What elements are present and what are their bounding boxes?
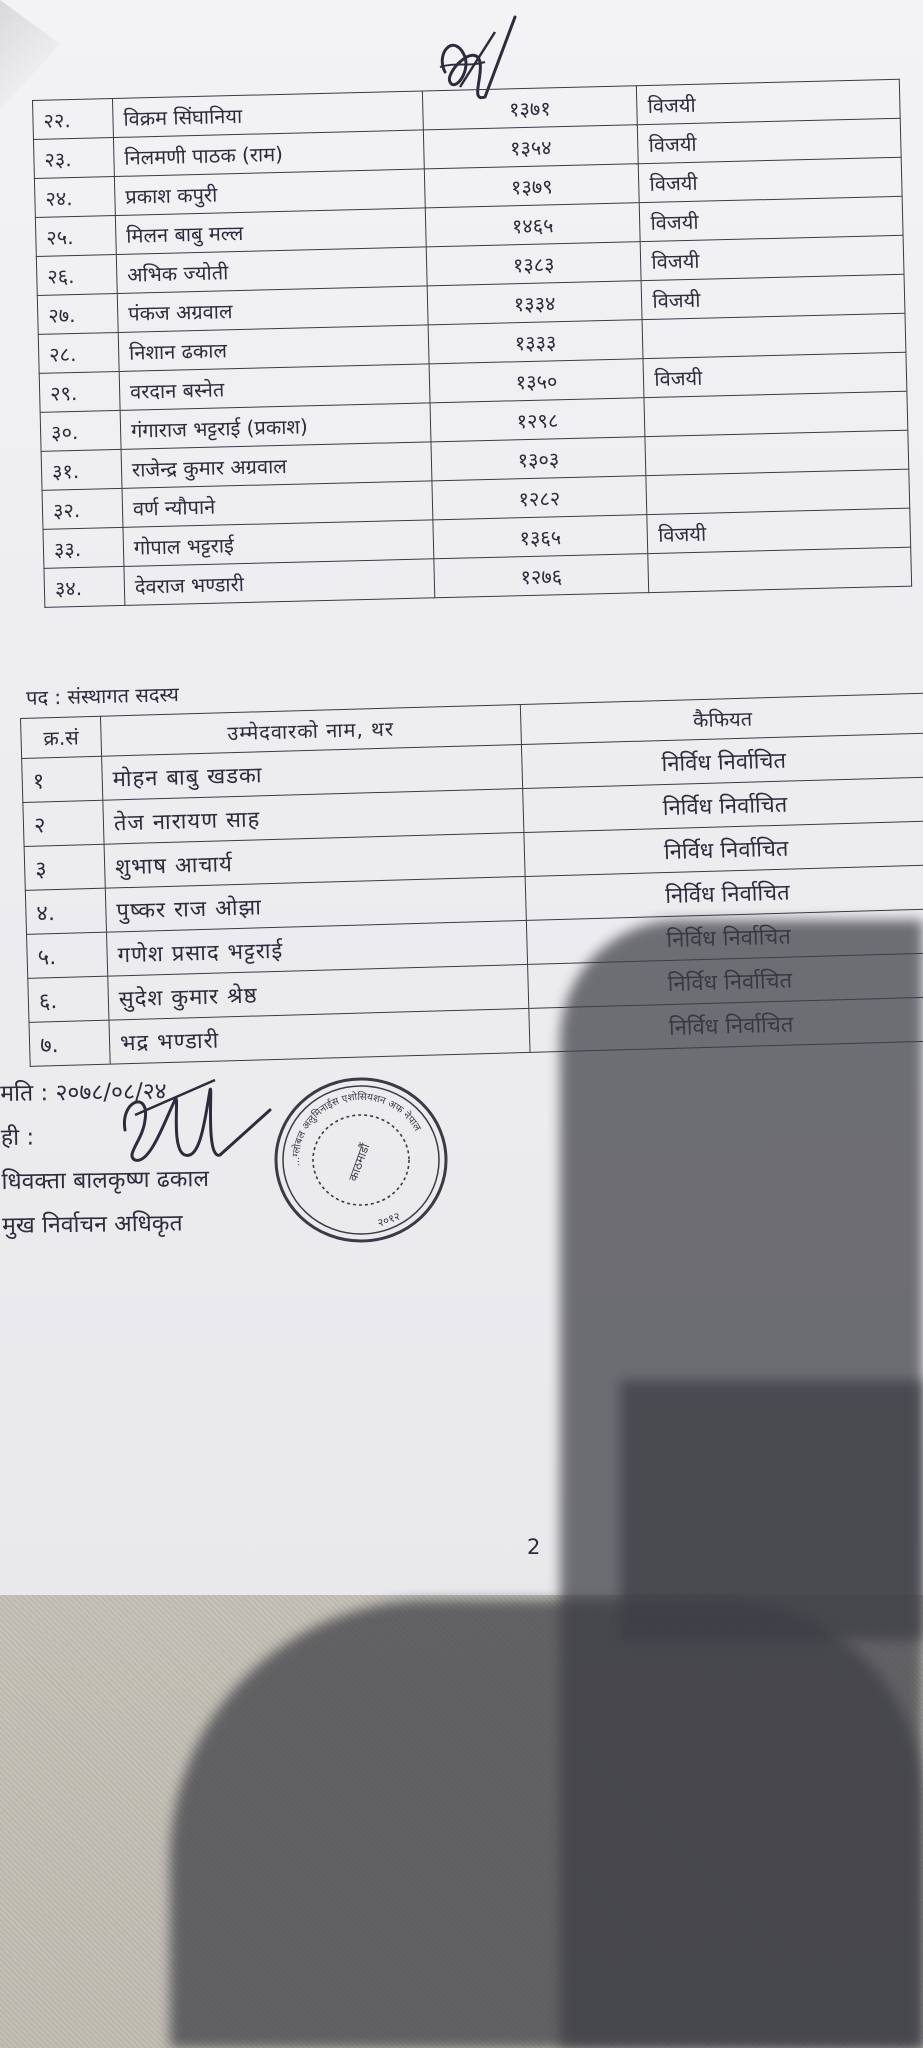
row-remark: विजयी (641, 274, 904, 319)
hand-shadow-lower (170, 1600, 923, 2048)
row-serial: ३०. (40, 410, 121, 451)
row-votes: १३६५ (433, 515, 649, 559)
row-name: गंगाराज भट्टराई (प्रकाश) (120, 403, 431, 450)
row-votes: १३५४ (423, 125, 639, 169)
row-remark: विजयी (647, 508, 910, 553)
seal-ring-text: ...ग्लोबल अलुमिनाईस एशोसियशन अफ नेपाल (290, 1091, 423, 1168)
row-serial: ४. (25, 888, 106, 934)
row-remark: निर्विध निर्वाचित (523, 821, 923, 876)
row-remark: निर्विध निर्वाचित (525, 865, 923, 920)
row-votes: १३७९ (424, 164, 640, 208)
row-name: अभिक ज्योती (116, 247, 427, 294)
header-candidate: उम्मेदवारको नाम, थर (100, 705, 521, 757)
row-serial: २५. (35, 216, 116, 257)
page-number: 2 (527, 1535, 541, 1559)
row-serial: ३४. (44, 566, 125, 607)
row-serial: ७. (29, 1020, 110, 1066)
paper-folded-corner (0, 0, 60, 110)
row-remark (648, 547, 911, 592)
row-serial: २६. (36, 254, 117, 295)
row-votes: १२७६ (434, 554, 650, 598)
post-label: पद : संस्थागत सदस्य (25, 682, 180, 710)
row-remark (645, 430, 908, 475)
header-remark: कैफियत (520, 693, 923, 744)
row-name: प्रकाश कपुरी (114, 169, 425, 216)
election-results-table (32, 79, 912, 608)
row-serial: २२. (33, 99, 114, 140)
row-serial: ३१. (41, 449, 122, 490)
row-name: निलमणी पाठक (राम) (113, 130, 424, 177)
row-remark: निर्विध निर्वाचित (521, 733, 923, 788)
row-name: देवराज भण्डारी (124, 559, 435, 606)
row-votes: १३३३ (428, 320, 644, 364)
row-remark: विजयी (641, 235, 904, 280)
row-candidate: मोहन बाबु खडका (102, 745, 523, 801)
row-votes: १३०३ (431, 437, 647, 481)
row-serial: २३. (33, 138, 114, 179)
row-serial: २ (23, 800, 104, 846)
row-name: राजेन्द्र कुमार अग्रवाल (121, 442, 432, 489)
seal-year: २०१२ (375, 1209, 402, 1230)
row-serial: १ (22, 756, 103, 802)
row-serial: २८. (38, 332, 119, 373)
row-serial: २७. (37, 293, 118, 334)
footer-signature-label: ही : (0, 1124, 35, 1151)
row-remark: विजयी (638, 118, 901, 163)
row-candidate: तेज नारायण साह (103, 789, 524, 845)
row-serial: ३ (24, 844, 105, 890)
footer-officer-name: धिवक्ता बालकृष्ण ढकाल (1, 1166, 210, 1195)
footer-officer-title: मुख निर्वाचन अधिकृत (1, 1210, 183, 1239)
row-votes: १२८२ (432, 476, 648, 520)
row-name: गोपाल भट्टराई (123, 520, 434, 567)
row-remark: विजयी (637, 79, 900, 124)
row-votes: १३५० (429, 359, 645, 403)
row-candidate: गणेश प्रसाद भट्टराई (106, 920, 527, 976)
row-serial: ३२. (42, 488, 123, 529)
row-votes: १३८३ (426, 242, 642, 286)
organization-seal (272, 1075, 450, 1245)
row-candidate: पुष्कर राज ओझा (105, 876, 526, 932)
row-serial: २९. (39, 371, 120, 412)
row-remark: विजयी (643, 352, 906, 397)
header-serial: क्र.सं (21, 716, 102, 758)
row-votes: १३७१ (422, 86, 638, 130)
row-name: पंकज अग्रवाल (117, 286, 428, 333)
row-serial: २४. (34, 177, 115, 218)
row-remark: निर्विध निर्वाचित (522, 777, 923, 832)
row-remark: विजयी (640, 196, 903, 241)
row-votes: १२९८ (430, 398, 646, 442)
row-remark: विजयी (639, 157, 902, 202)
row-votes: १४६५ (425, 203, 641, 247)
row-candidate: सुदेश कुमार श्रेष्ठ (108, 964, 529, 1020)
row-name: वरदान बस्नेत (119, 364, 430, 411)
row-serial: ३३. (43, 527, 124, 568)
row-candidate: शुभाष आचार्य (104, 832, 525, 888)
footer-date: मति : २०७८/०८/२४ (0, 1078, 167, 1107)
row-remark (644, 391, 907, 436)
row-candidate: भद्र भण्डारी (109, 1008, 530, 1064)
row-serial: ६. (28, 976, 109, 1022)
row-votes: १३३४ (427, 281, 643, 325)
row-name: मिलन बाबु मल्ल (115, 208, 426, 255)
seal-center-text: काठमाडौं (345, 1141, 373, 1184)
row-remark (646, 469, 909, 514)
officer-signature (105, 1060, 275, 1180)
row-name: निशान ढकाल (118, 325, 429, 372)
row-name: वर्ण न्यौपाने (122, 481, 433, 528)
row-serial: ५. (27, 932, 108, 978)
row-remark (642, 313, 905, 358)
row-name: विक्रम सिंघानिया (112, 91, 423, 138)
